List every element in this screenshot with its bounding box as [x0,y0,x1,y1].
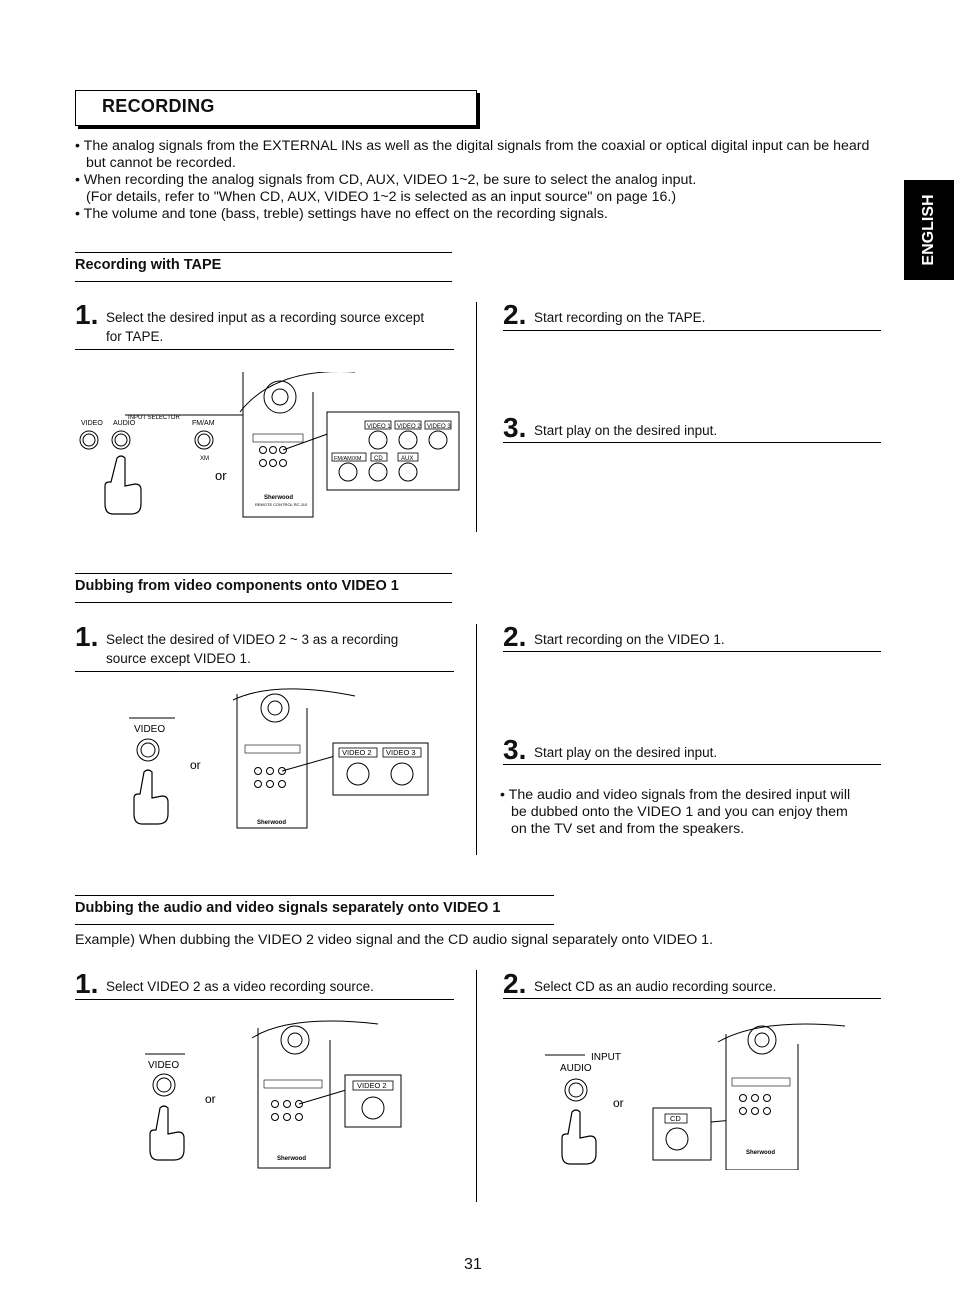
step-text: Start play on the desired input. [534,745,718,760]
panel-video-label: VIDEO [81,420,103,427]
step-text: Select the desired of VIDEO 2 ~ 3 as a recording [106,632,399,647]
pointing-hand-icon [134,770,168,824]
page-title: RECORDING [102,96,215,116]
step-number: 1. [75,299,99,330]
bullet-1: • The analog signals from the EXTERNAL INs as well as the digital signals from the coaxial or optical digital input can be heard [75,138,870,154]
remote-control-icon [718,1024,845,1170]
btn-cd: CD [670,1114,681,1123]
column-divider [476,624,477,855]
remote-brand: Sherwood [257,820,287,826]
or-label: or [190,758,201,772]
or-label: or [205,1092,216,1106]
section-heading-video1: Dubbing from video components onto VIDEO 1 [75,573,452,603]
page-title-box [75,90,477,126]
separate-step-2 [503,968,881,999]
tape-step-2 [503,299,881,331]
pointing-hand-icon [562,1110,596,1164]
panel-fmam-label: FM/AM [192,420,215,427]
video1-note [500,787,880,838]
btn-video3: VIDEO 3 [427,424,451,430]
step-text-cont: source except VIDEO 1. [106,651,251,666]
note-line-3: on the TV set and from the speakers. [511,821,745,837]
separate-video-illustration [140,1020,410,1170]
step-number: 3. [503,734,527,765]
section-heading-tape: Recording with TAPE [75,252,452,282]
panel-video-label: VIDEO [148,1060,180,1071]
step-text-cont: for TAPE. [106,329,164,344]
bullet-3: • The volume and tone (bass, treble) settings have no effect on the recording signals. [75,206,608,222]
video1-step-3 [503,734,881,765]
step-text: Select VIDEO 2 as a video recording source. [106,979,374,994]
btn-video3: VIDEO 3 [386,748,416,757]
btn-aux: AUX [401,456,414,462]
separate-step-1 [75,968,454,1000]
bullet-2: • When recording the analog signals from CD, AUX, VIDEO 1~2, be sure to select the analog input. [75,172,697,188]
btn-video1: VIDEO 1 [367,424,391,430]
video1-step-1 [75,621,454,672]
btn-video2: VIDEO 2 [342,748,372,757]
panel-input-label: INPUT [591,1052,621,1063]
btn-fmamxm: FM/AM/XM [334,456,362,462]
btn-cd: CD [374,456,383,462]
panel-xm-label: XM [200,456,209,462]
step-number: 3. [503,412,527,443]
tape-illustration [75,372,465,527]
column-divider [476,970,477,1202]
intro-bullets [75,138,885,223]
separate-example: Example) When dubbing the VIDEO 2 video signal and the CD audio signal separately onto VIDEO 1. [75,932,714,948]
tape-step-3 [503,412,881,443]
pointing-hand-icon [150,1106,184,1160]
step-text: Start recording on the TAPE. [534,310,706,325]
remote-brand: Sherwood [277,1156,307,1162]
step-number: 1. [75,621,99,652]
btn-video2: VIDEO 2 [397,424,421,430]
pointing-hand-icon [105,456,141,514]
remote-brand: Sherwood [746,1150,776,1156]
video1-step-2 [503,621,881,652]
step-number: 1. [75,968,99,999]
panel-audio-label: AUDIO [113,420,136,427]
step-number: 2. [503,621,527,652]
remote-model: REMOTE CONTROL RC-110 [255,502,308,507]
note-line-2: be dubbed onto the VIDEO 1 and you can enjoy them [511,804,848,820]
step-number: 2. [503,299,527,330]
or-label: or [215,468,227,483]
panel-audio-label: AUDIO [560,1063,592,1074]
step-text: Start play on the desired input. [534,423,718,438]
btn-video2: VIDEO 2 [357,1081,387,1090]
step-text: Select the desired input as a recording source except [106,310,425,325]
step-text: Select CD as an audio recording source. [534,979,777,994]
separate-audio-illustration [540,1020,860,1170]
bullet-1-cont: but cannot be recorded. [86,155,236,171]
video1-illustration [125,688,435,838]
column-divider [476,302,477,532]
input-selector-label: INPUT SELECTOR [128,415,180,421]
step-number: 2. [503,968,527,999]
page-number: 31 [464,1256,482,1273]
remote-brand: Sherwood [264,495,294,501]
language-tab [904,180,954,280]
note-line-1: • The audio and video signals from the desired input will [500,787,851,803]
tape-step-1 [75,299,454,350]
section-heading-separate: Dubbing the audio and video signals separately onto VIDEO 1 [75,895,554,925]
step-text: Start recording on the VIDEO 1. [534,632,725,647]
language-tab-label: ENGLISH [920,194,937,266]
panel-video-label: VIDEO [134,724,166,735]
bullet-2-cont: (For details, refer to "When CD, AUX, VIDEO 1~2 is selected as an input source" on page 16.) [86,189,677,205]
or-label: or [613,1096,624,1110]
